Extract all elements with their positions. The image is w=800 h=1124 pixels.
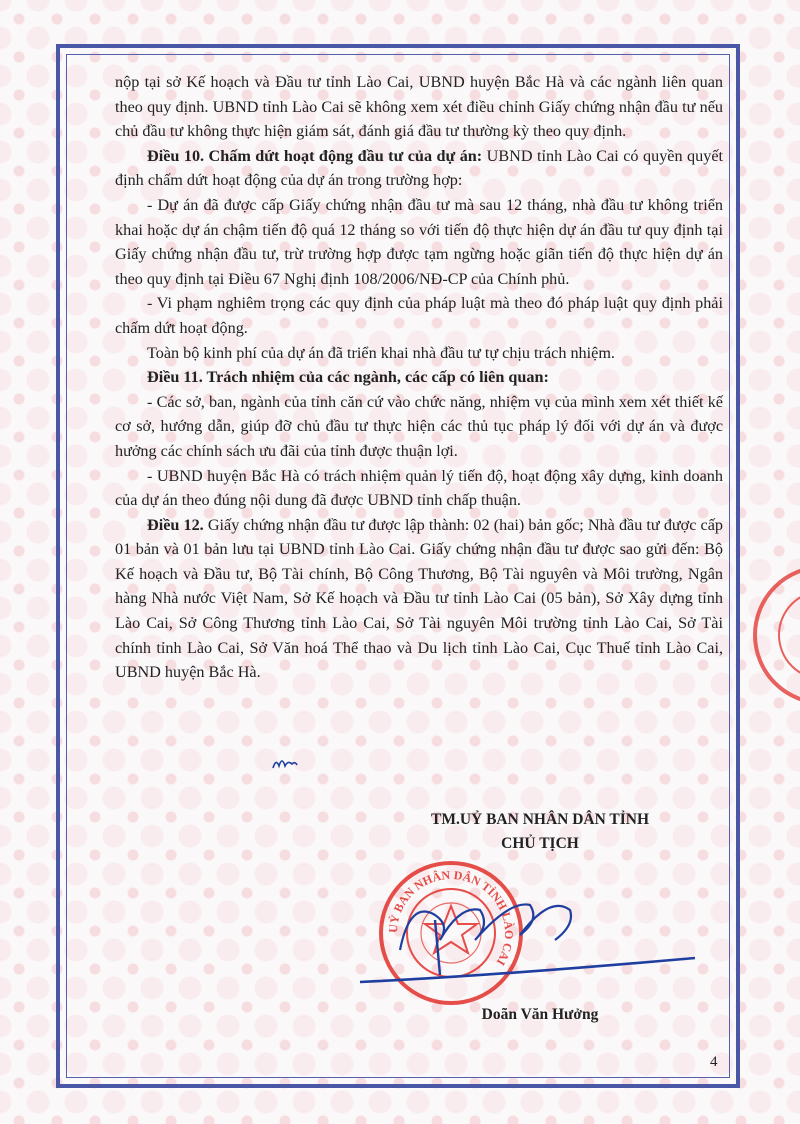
article-10-bullet-2: - Vi phạm nghiêm trọng các quy định của pháp luật mà theo đó pháp luật quy định phải chấm dứt hoạt động. — [115, 294, 723, 337]
page-number: 4 — [710, 1054, 718, 1070]
initials-mark — [270, 752, 300, 774]
article-10-bullet-1: - Dự án đã được cấp Giấy chứng nhận đầu tư mà sau 12 tháng, nhà đầu tư không triển khai hoặc dự án chậm tiến độ quá 12 tháng so với tiến độ thực hiện dự án đầu tư quy định tại Giấy chứng nhận đầu tư, trừ trường hợp được tạm ngừng hoặc giãn tiến độ thực hiện dự án theo quy định tại Điều 67 Nghị định 108/2006/NĐ-CP của Chính phủ. — [115, 195, 723, 288]
article-10-cost-note: Toàn bộ kinh phí của dự án đã triển khai nhà đầu tư tự chịu trách nhiệm. — [147, 343, 615, 362]
paragraph-reporting: nộp tại sở Kế hoạch và Đầu tư tỉnh Lào Cai, UBND huyện Bắc Hà và các ngành liên quan theo quy định. UBND tỉnh Lào Cai sẽ không xem xét điều chỉnh Giấy chứng nhận đầu tư nếu chủ đầu tư không thực hiện giám sát, đánh giá đầu tư thường kỳ theo quy định. — [115, 73, 723, 141]
signature-position: CHỦ TỊCH — [501, 835, 579, 852]
article-12-title: Điều 12. — [147, 515, 204, 534]
signer-name: Doãn Văn Hưởng — [481, 1006, 599, 1023]
article-12-text: Giấy chứng nhận đầu tư được lập thành: 02 (hai) bản gốc; Nhà đầu tư được cấp 01 bản và 01 bản lưu tại UBND tỉnh Lào Cai. Giấy chứng nhận đầu tư được sao gửi đến: Bộ Kế hoạch và Đầu tư, Bộ Tài chính, Bộ Công Thương, Bộ Tài nguyên và Môi trường, Ngân hàng Nhà nước Việt Nam, Sở Kế hoạch và Đầu tư tỉnh Lào Cai (05 bản), Sở Xây dựng tỉnh Lào Cai, Sở Công Thương tỉnh Lào Cai, Sở Tài nguyên Môi trường tỉnh Lào Cai, Sở Tài chính tỉnh Lào Cai, Sở Văn hoá Thể thao và Du lịch tỉnh Lào Cai, Cục Thuế tỉnh Lào Cai, UBND huyện Bắc Hà. — [115, 515, 724, 682]
signature-block — [380, 808, 700, 856]
article-11-title: Điều 11. Trách nhiệm của các ngành, các cấp có liên quan: — [147, 368, 549, 387]
article-10-text: UBND tỉnh Lào Cai có quyền quyết định chấm dứt hoạt động của dự án trong trường hợp: — [115, 146, 723, 190]
signature-org: TM.UỶ BAN NHÂN DÂN TỈNH — [430, 811, 649, 828]
article-11-bullet-1: - Các sở, ban, ngành của tỉnh căn cứ vào chức năng, nhiệm vụ của mình xem xét thiết kế cơ sở, hướng dẫn, giúp đỡ chủ đầu tư thực hiện các thủ tục pháp lý đối với dự án và được hưởng các chính sách ưu đãi của tỉnh được thuận lợi. — [115, 392, 723, 460]
handwritten-signature — [340, 880, 700, 990]
document-body — [115, 70, 723, 685]
seal-text: UỶ BAN NHÂN DÂN TỈNH LÀO CAI — [385, 867, 517, 969]
edge-seal-fragment — [748, 560, 800, 710]
article-10 — [115, 144, 723, 193]
article-11-bullet-2: - UBND huyện Bắc Hà có trách nhiệm quản lý tiến độ, hoạt động xây dựng, kinh doanh của dự án theo đúng nội dung đã được UBND tỉnh chấp thuận. — [115, 466, 723, 510]
article-12 — [115, 513, 723, 685]
article-10-title: Điều 10. Chấm dứt hoạt động đầu tư của dự án: — [147, 146, 483, 165]
